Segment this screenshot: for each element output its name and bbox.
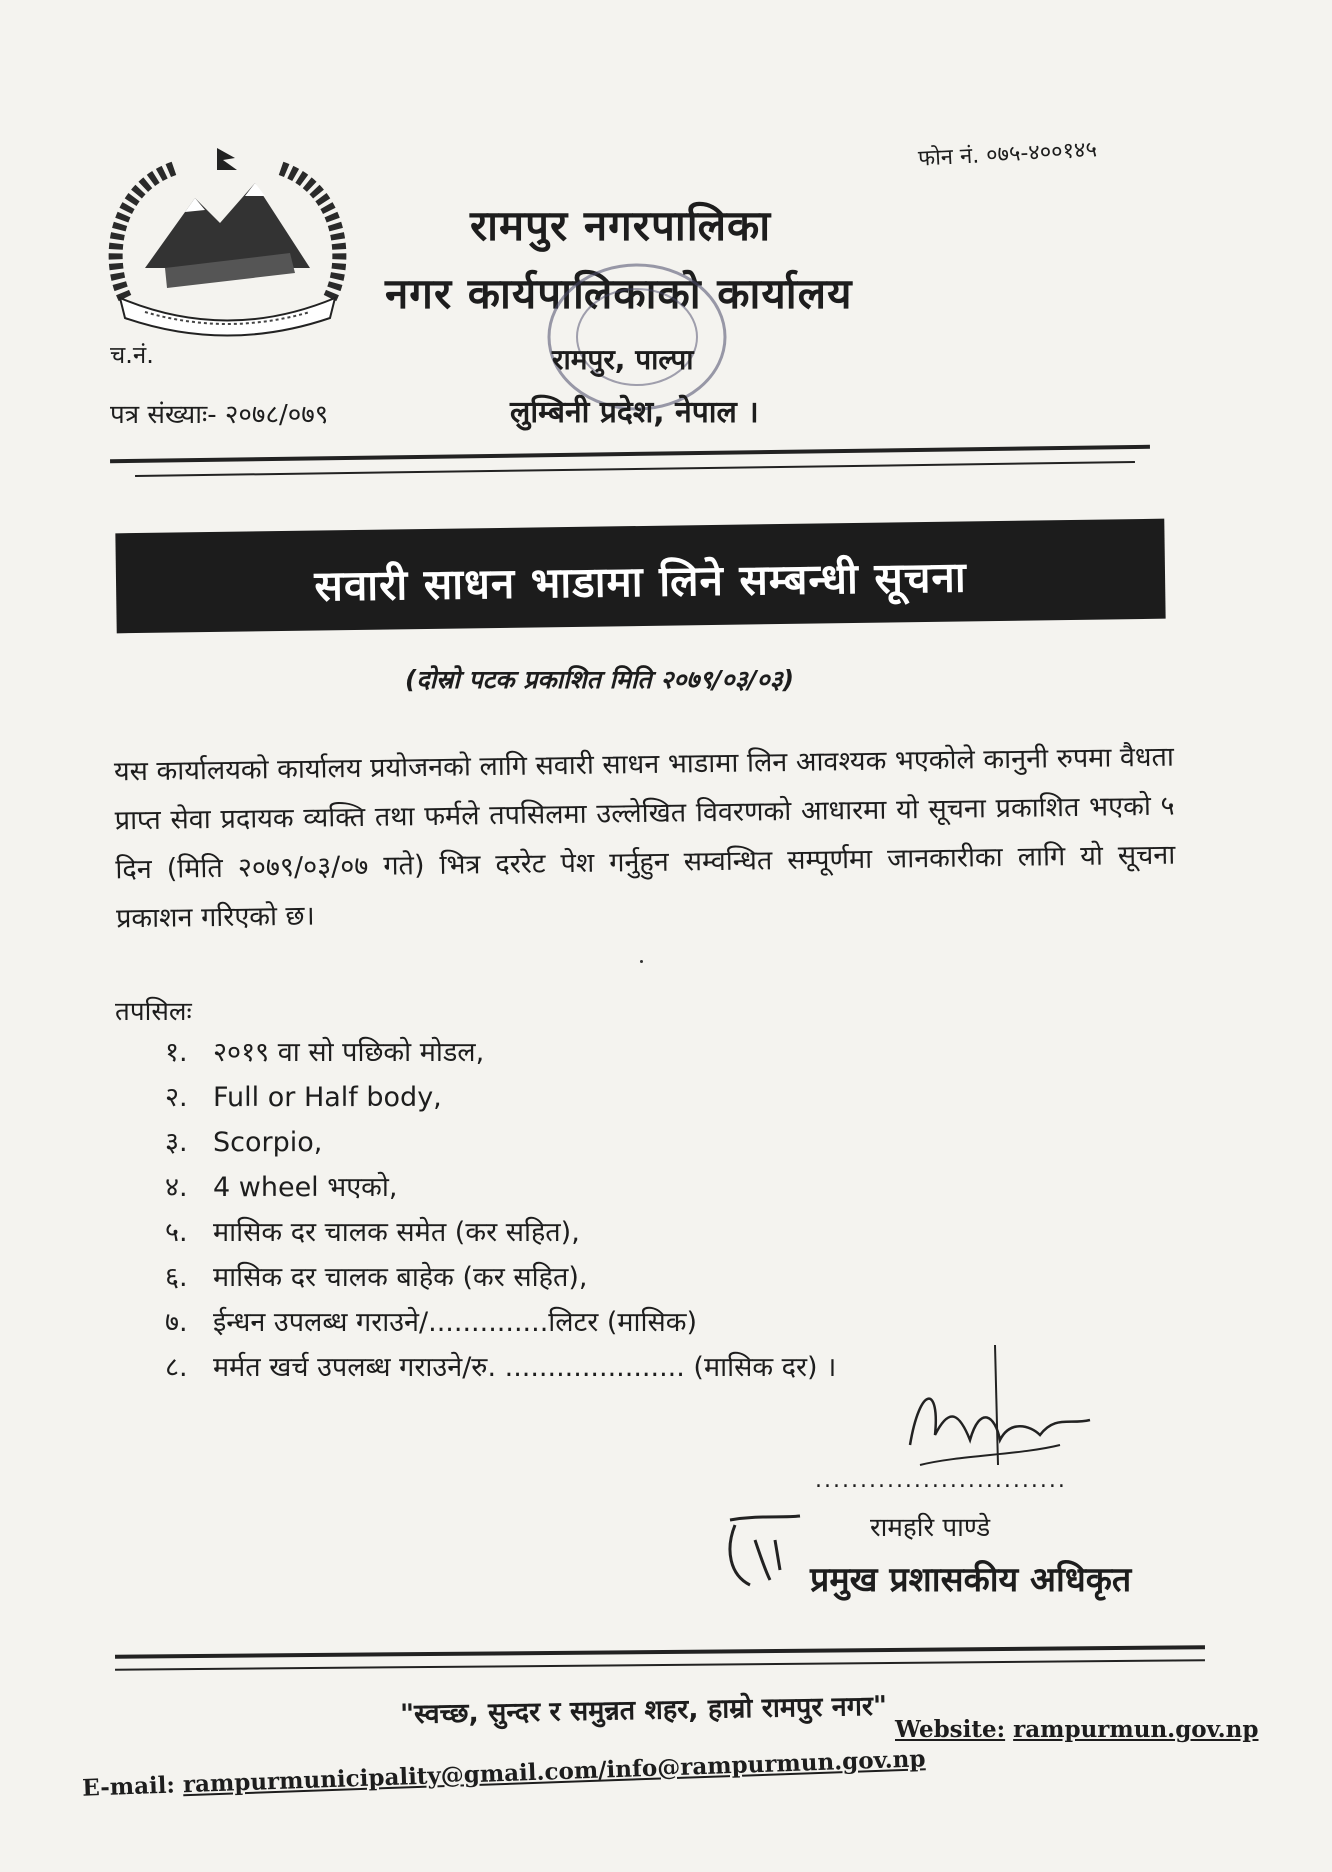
signer-name: रामहरि पाण्डे <box>870 1513 991 1543</box>
footer-divider-thick <box>115 1645 1205 1659</box>
signer-designation: प्रमुख प्रशासकीय अधिकृत <box>810 1560 1132 1600</box>
email-label: E-mail: <box>81 1771 176 1802</box>
list-item: २. Full or Half body, <box>165 1082 442 1113</box>
list-item: ४. 4 wheel भएको, <box>165 1172 398 1203</box>
municipality-slogan: "स्वच्छ, सुन्दर र समुन्नत शहर, हाम्रो रामपुर नगर" <box>399 1690 888 1731</box>
notice-heading: सवारी साधन भाडामा लिने सम्बन्धी सूचना <box>314 552 967 611</box>
handwritten-initial-icon <box>720 1510 810 1590</box>
website-info <box>895 1716 1258 1743</box>
phone-number: फोन नं. ०७५-४००१४५ <box>917 137 1098 172</box>
list-item: ७. ईन्धन उपलब्ध गराउने/..............लिटर (मासिक) <box>165 1307 698 1338</box>
municipality-address: रामपुर, पाल्पा <box>552 343 694 376</box>
list-item: ८. मर्मत खर्च उपलब्ध गराउने/रु. ..................... (मासिक दर) । <box>165 1352 837 1383</box>
notice-heading-banner <box>115 519 1165 634</box>
province-address: लुम्बिनी प्रदेश, नेपाल । <box>510 395 759 430</box>
notice-body: यस कार्यालयको कार्यालय प्रयोजनको लागि सवारी साधन भाडामा लिन आवश्यक भएकोले कानुनी रुपमा वैधता प्राप्त सेवा प्रदायक व्यक्ति तथा फर्मले तपसिलमा उल्लेखित विवरणको आधारमा यो सूचना प्रकाशित भएको ५ दिन (मिति २०७९/०३/०७ गते) भित्र दररेट पेश गर्नुहुन सम्वन्धित सम्पूर्णमा जानकारीका लागि यो सूचना प्रकाशन गरिएको छ। <box>113 741 1176 935</box>
speck <box>640 960 643 963</box>
email-info <box>82 1745 926 1801</box>
letter-number: पत्र संख्याः- २०७८/०७९ <box>110 400 329 430</box>
details-list <box>165 1030 836 1390</box>
published-date: (दोस्रो पटक प्रकाशित मिति २०७९/०३/०३) <box>405 665 795 694</box>
office-name: नगर कार्यपालिकाको कार्यालय <box>385 269 853 318</box>
email-link[interactable]: rampurmunicipality@gmail.com/info@rampurmun.gov.np <box>182 1745 926 1799</box>
list-item: १. २०१९ वा सो पछिको मोडल, <box>165 1037 485 1068</box>
footer-divider-thin <box>115 1659 1205 1671</box>
details-label: तपसिलः <box>115 997 192 1027</box>
website-link[interactable]: rampurmun.gov.np <box>1013 1716 1259 1743</box>
handwritten-signature-icon <box>900 1345 1100 1475</box>
list-item: ६. मासिक दर चालक बाहेक (कर सहित), <box>165 1262 588 1293</box>
header-divider-thin <box>135 461 1135 477</box>
list-item: ३. Scorpio, <box>165 1127 323 1158</box>
nepal-emblem-icon <box>105 148 350 338</box>
website-label: Website: <box>895 1716 1006 1743</box>
reference-number-label: च.नं. <box>110 341 154 369</box>
municipality-name: रामपुर नगरपालिका <box>470 201 772 250</box>
header-divider-thick <box>110 445 1150 464</box>
list-item: ५. मासिक दर चालक समेत (कर सहित), <box>165 1217 580 1248</box>
signature-line: ............................ <box>815 1468 1067 1493</box>
